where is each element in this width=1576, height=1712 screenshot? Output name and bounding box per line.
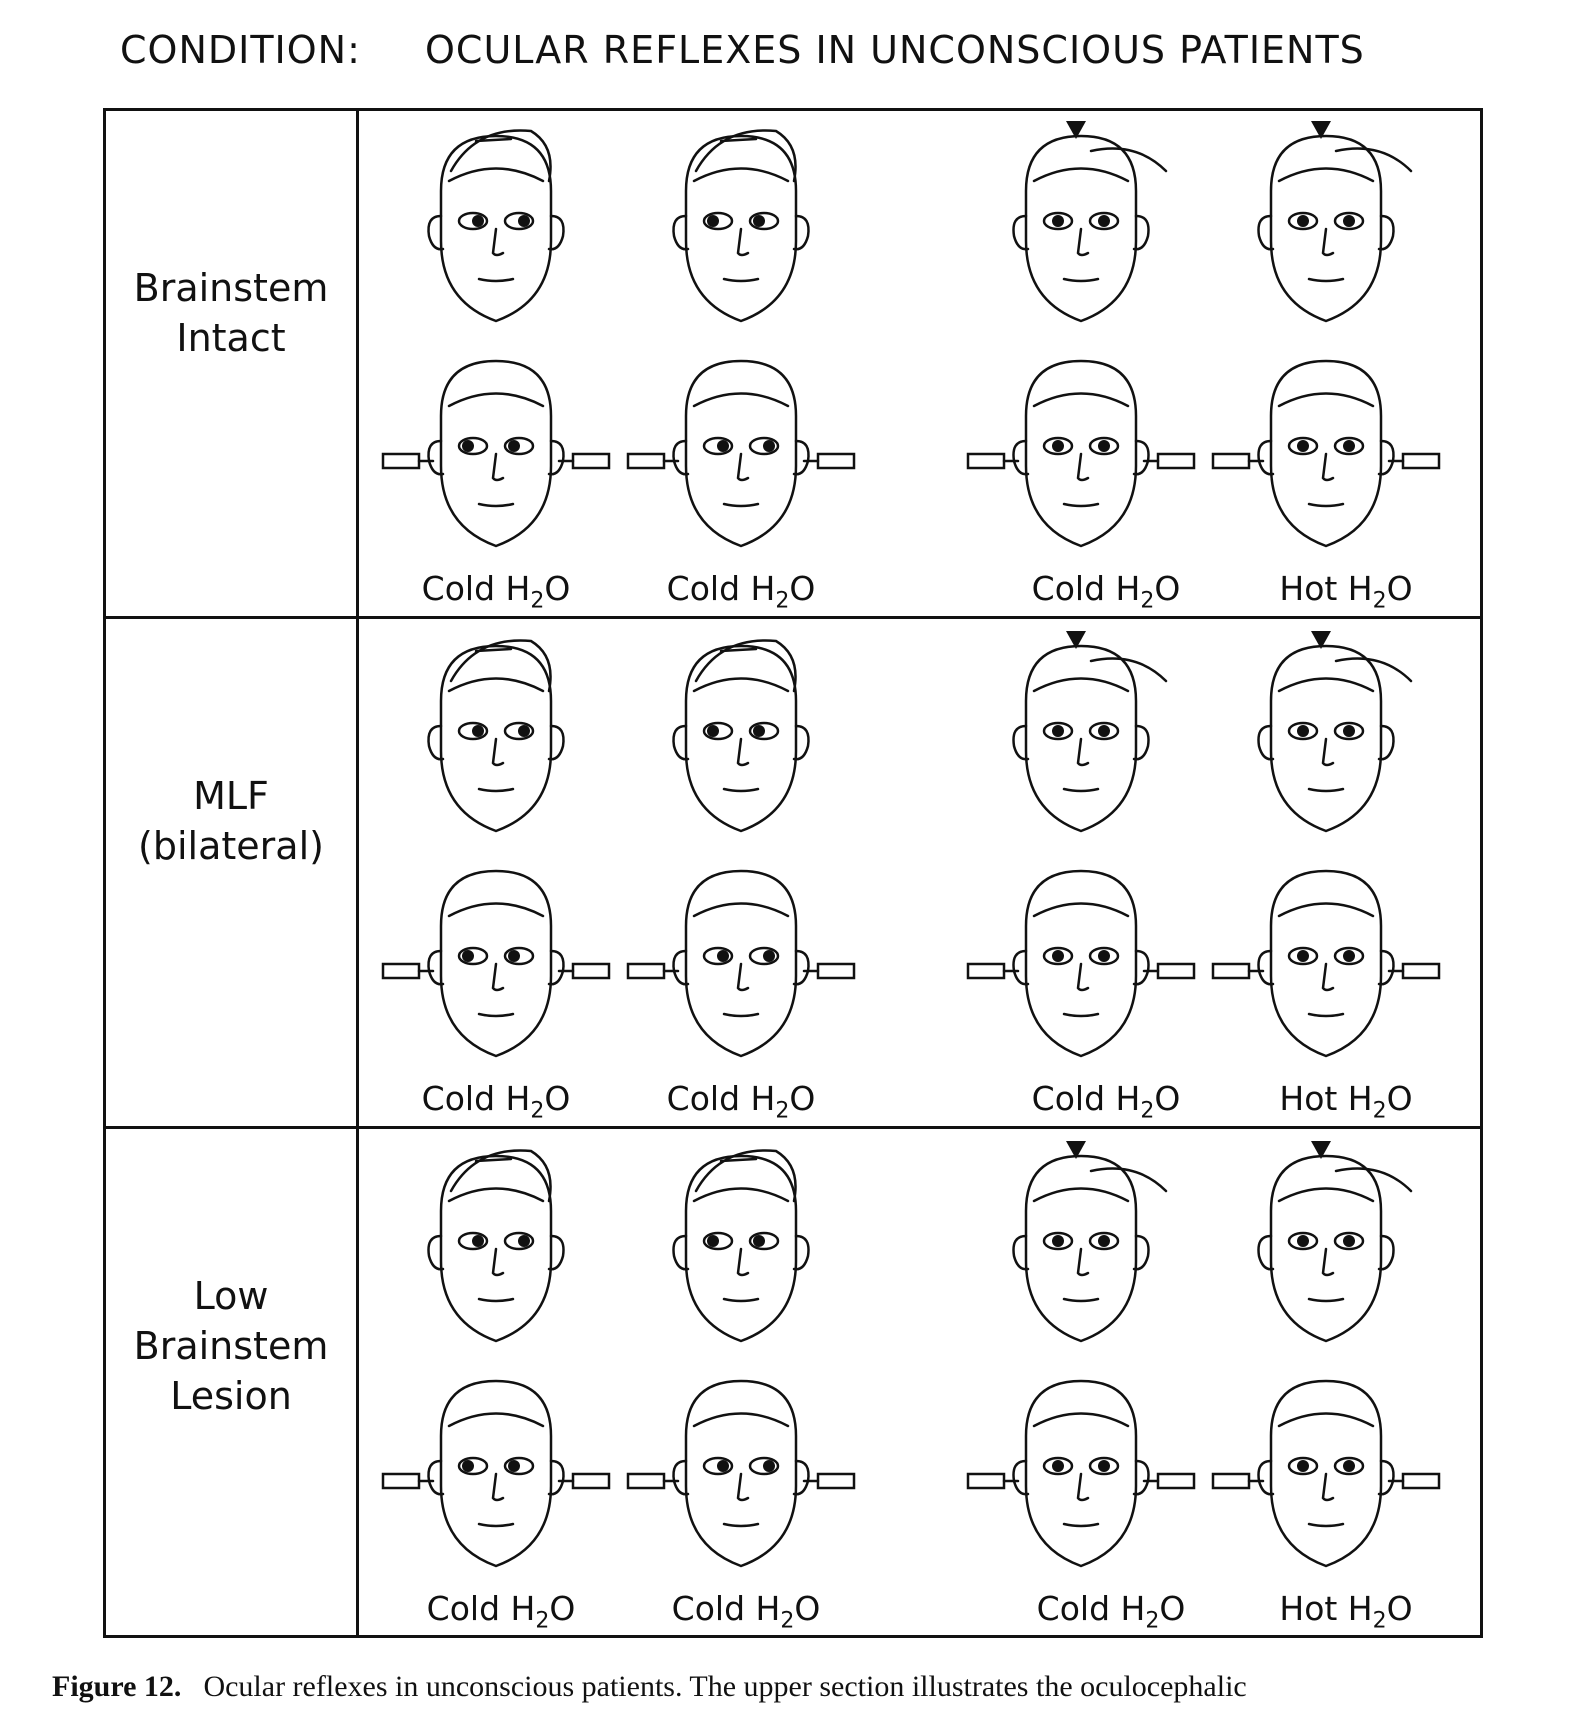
oculocephalic-head-icon — [1211, 121, 1441, 336]
stimulus-label: Cold $H_2O$ — [421, 569, 571, 614]
caloric-test-head-icon — [381, 346, 611, 561]
oculocephalic-head-icon — [381, 631, 611, 846]
oculocephalic-head-icon — [1211, 1141, 1441, 1356]
caloric-illustration — [626, 856, 856, 1071]
caloric-test-head-icon — [626, 346, 856, 561]
caloric-test-head-icon — [1211, 346, 1441, 561]
page-title: OCULAR REFLEXES IN UNCONSCIOUS PATIENTS — [425, 28, 1365, 72]
figure-label: Figure 12. — [52, 1670, 182, 1703]
reflex-illustration — [966, 1141, 1196, 1356]
caloric-illustration — [381, 1366, 611, 1581]
caloric-illustration — [1211, 346, 1441, 561]
oculocephalic-head-icon — [1211, 631, 1441, 846]
reflex-illustration — [626, 121, 856, 336]
caloric-illustration — [626, 346, 856, 561]
reflex-illustration — [626, 631, 856, 846]
oculocephalic-head-icon — [381, 121, 611, 336]
stimulus-label: Cold $H_2O$ — [666, 1079, 816, 1124]
caloric-illustration — [1211, 1366, 1441, 1581]
oculocephalic-head-icon — [966, 1141, 1196, 1356]
figure-caption — [52, 1670, 1552, 1704]
reflex-illustration — [1211, 631, 1441, 846]
stimulus-label: Cold $H_2O$ — [421, 1079, 571, 1124]
caloric-illustration — [966, 1366, 1196, 1581]
reflex-illustration — [966, 121, 1196, 336]
stimulus-label: Cold $H_2O$ — [1031, 1079, 1181, 1124]
reflex-illustration — [381, 631, 611, 846]
stimulus-label: Cold $H_2O$ — [666, 569, 816, 614]
stimulus-label: Cold $H_2O$ — [1031, 569, 1181, 614]
stimulus-label: Cold $H_2O$ — [671, 1589, 821, 1634]
column-divider — [356, 111, 359, 1635]
caloric-test-head-icon — [966, 856, 1196, 1071]
reflex-illustration — [381, 1141, 611, 1356]
stimulus-label: Hot $H_2O$ — [1279, 1589, 1413, 1634]
oculocephalic-head-icon — [966, 631, 1196, 846]
row-divider — [106, 1126, 1480, 1129]
oculocephalic-head-icon — [626, 1141, 856, 1356]
caloric-test-head-icon — [626, 1366, 856, 1581]
caloric-illustration — [1211, 856, 1441, 1071]
row-label-brainstem-intact: Brainstem Intact — [133, 266, 329, 360]
reflex-illustration — [626, 1141, 856, 1356]
reflex-illustration — [381, 121, 611, 336]
caloric-illustration — [966, 346, 1196, 561]
condition-label: CONDITION: — [120, 28, 361, 72]
reflex-table — [103, 108, 1483, 1638]
row-label-mlf-bilateral: MLF (bilateral) — [138, 774, 324, 868]
oculocephalic-head-icon — [626, 631, 856, 846]
stimulus-label: Cold $H_2O$ — [1036, 1589, 1186, 1634]
caloric-test-head-icon — [626, 856, 856, 1071]
caloric-test-head-icon — [1211, 856, 1441, 1071]
reflex-illustration — [966, 631, 1196, 846]
caloric-illustration — [381, 346, 611, 561]
stimulus-label: Hot $H_2O$ — [1279, 1079, 1413, 1124]
stimulus-label: Cold $H_2O$ — [426, 1589, 576, 1634]
oculocephalic-head-icon — [381, 1141, 611, 1356]
caloric-test-head-icon — [966, 1366, 1196, 1581]
caloric-illustration — [626, 1366, 856, 1581]
row-divider — [106, 616, 1480, 619]
reflex-illustration — [1211, 1141, 1441, 1356]
caloric-test-head-icon — [1211, 1366, 1441, 1581]
stimulus-label: Hot $H_2O$ — [1279, 569, 1413, 614]
caloric-test-head-icon — [381, 856, 611, 1071]
row-label-low-brainstem-lesion: Low Brainstem Lesion — [133, 1274, 329, 1418]
caloric-test-head-icon — [966, 346, 1196, 561]
oculocephalic-head-icon — [966, 121, 1196, 336]
caloric-illustration — [381, 856, 611, 1071]
reflex-illustration — [1211, 121, 1441, 336]
caloric-test-head-icon — [381, 1366, 611, 1581]
caloric-illustration — [966, 856, 1196, 1071]
figure-caption-text: Ocular reflexes in unconscious patients. The upper section illustrates the oculocephalic — [203, 1670, 1247, 1703]
oculocephalic-head-icon — [626, 121, 856, 336]
